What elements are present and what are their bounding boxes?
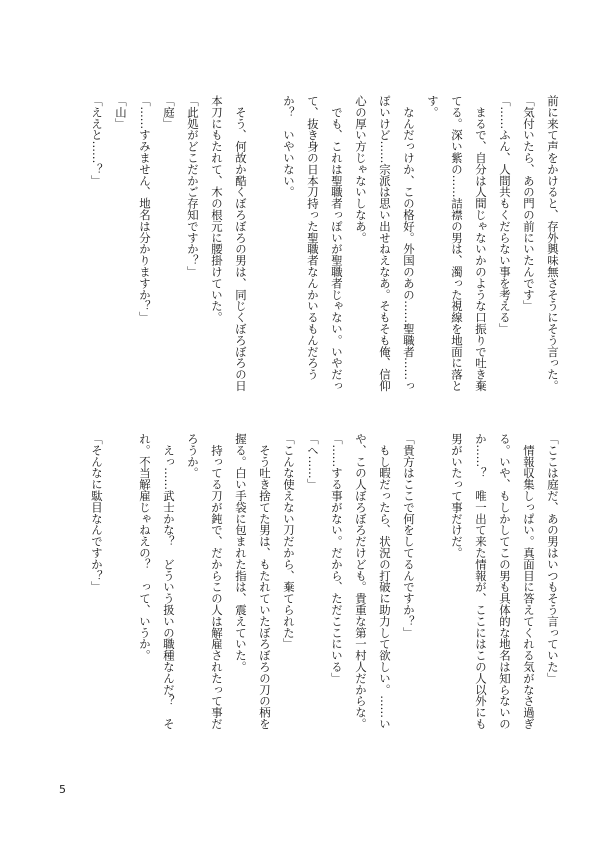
dialogue-line: 「ここは庭だ、あの男はいつもそう言っていた」 [546,433,560,684]
text-line: 本刀にもたれて、木の根元に腰掛けていた。 [210,95,224,323]
text-line: か……？ 唯一出て来た情報が、ここにはこの人以外にも [474,433,488,730]
text-line: もし暇だったら、状況の打破に助力して欲しい。……い [378,433,392,730]
text-line: えっ……武士かな？ どういう扱いの職種なんだ？ そ [162,433,176,730]
dialogue-line: 「……する事がない。だから、ただここにいる」 [330,433,344,684]
text-line: 情報収集しっぱい。真面目に答えてくれる気がなさ過ぎ [522,433,536,730]
page-number: 5 [59,783,66,796]
dialogue-line: 「貴方はここで何をしてるんですか？」 [402,433,416,639]
blank-line [253,95,277,395]
text-line: る。いや、もしかしてこの男も具体的な地名は知らないの [498,433,512,730]
text-line: す。 [426,95,440,118]
dialogue-line: 「ええと……？」 [90,95,104,187]
text-line: 男がいたって事だけだ。 [450,433,464,559]
text-line: て、抜き身の日本刀持った聖職者なんかいるもんだろう [306,95,320,380]
dialogue-line: 「……ふん、人間共もくだらない事を考える」 [498,95,512,335]
text-line: ろうか。 [186,433,200,479]
dialogue-line: 「此処がどこだかご存知ですか？」 [186,95,200,278]
text-line: でも、これは聖職者っぽいが聖職者じゃない。いやだっ [330,95,344,392]
text-line: か？ いやいない。 [282,95,296,198]
text-line: そう吐き捨てた男は、もたれていたぼろぼろの刀の柄を [258,433,272,730]
dialogue-line: 「庭」 [162,95,176,130]
blank-line [421,433,445,733]
text-line: 前に来て声をかけると、存外興味無さそうにそう言った。 [546,95,560,392]
text-line: てる。深い紫の……詰襟の男は、濁った視線を地面に落と [450,95,464,392]
blank-line [109,433,133,733]
dialogue-line: 「こんな使えない刀だから、棄てられた」 [282,433,296,650]
text-line: 握る。白い手袋に包まれた指は、震えていた。 [234,433,248,673]
text-line: なんだっけか、この格好。外国のあの……聖職者……っ [402,95,416,392]
text-line: や、この人ぼろぼろだけども。貴重な第一村人だからな。 [354,433,368,730]
upper-text-block [85,95,565,395]
text-line: れ。不当解雇じゃねえの？ って、いうか。 [138,433,152,661]
dialogue-line: 「山」 [114,95,128,130]
text-line: そう、何故か酷くぼろぼろの男は、同じくぼろぼろの日 [234,95,248,392]
dialogue-line: 「気付いたら、あの門の前にいたんです」 [522,95,536,312]
text-line: まるで、自分は人間じゃないかのような口振りで吐き棄 [474,95,488,392]
text-line: ぽいけど……宗派は思い出せねえなあ。そもそも俺、信仰 [378,95,392,392]
dialogue-line: 「そんなに駄目なんですか？」 [90,433,104,593]
dialogue-line: 「……すみません、地名は分かりますか？」 [138,95,152,323]
text-line: 心の厚い方じゃないしなあ。 [354,95,368,244]
text-line: 持ってる刀が鈍で、だからこの人は解雇されたって事だ [210,433,224,730]
dialogue-line: 「へ……」 [306,433,320,490]
lower-text-block [85,433,565,733]
